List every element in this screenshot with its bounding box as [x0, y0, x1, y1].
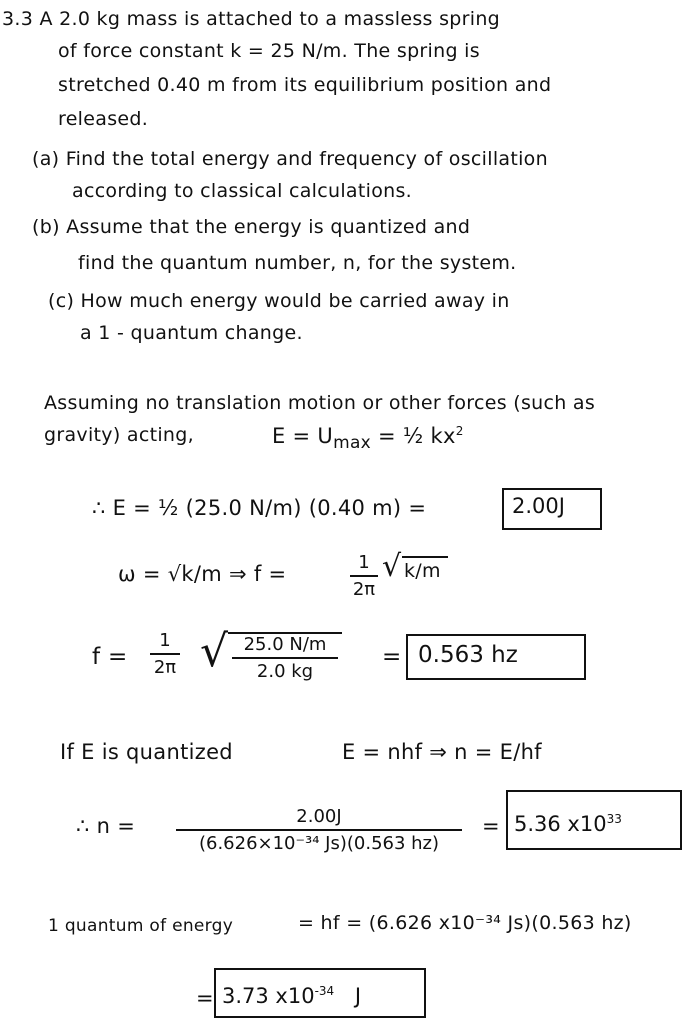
omega-frac-num: 1: [358, 552, 370, 573]
part-a-line-1: [32, 148, 548, 170]
part-b-text-1: Assume that the energy is quantized and: [66, 216, 471, 238]
assumption-line-1: Assuming no translation motion or other forces (such as: [44, 392, 596, 414]
f-root-num: 25.0 N/m: [243, 634, 327, 655]
part-b-line-1: [32, 216, 470, 238]
part-b-label: (b): [32, 216, 60, 238]
problem-text-1: A 2.0 kg mass is attached to a massless spring: [39, 8, 501, 30]
quantized-equation: E = nhf ⇒ n = E/hf: [342, 740, 542, 764]
energy-calc: ∴ E = ½ (25.0 N/m) (0.40 m) =: [92, 496, 427, 520]
f-result: 0.563 hz: [418, 642, 518, 668]
omega-root-bar: [402, 556, 448, 558]
omega-frac-den: 2π: [352, 579, 376, 600]
problem-number: 3.3: [2, 8, 34, 30]
assumption-line-2: gravity) acting,: [44, 424, 194, 446]
f-equals: =: [382, 644, 402, 670]
problem-line-3: stretched 0.40 m from its equilibrium position and: [58, 74, 552, 96]
one-quantum-equals: =: [196, 986, 214, 1010]
energy-eq-rhs: = ½ kx: [378, 424, 456, 448]
energy-eq-sub: max: [333, 433, 372, 454]
n-frac-den: (6.626×10⁻³⁴ Js)(0.563 hz): [198, 833, 440, 854]
quantized-condition: If E is quantized: [60, 740, 233, 764]
f-root-sign: √: [200, 626, 229, 677]
f-frac-num: 1: [159, 630, 171, 651]
one-quantum-unit: J: [354, 984, 362, 1008]
part-a-text-1: Find the total energy and frequency of oscillation: [65, 148, 548, 170]
one-quantum-equation: = hf = (6.626 x10⁻³⁴ Js)(0.563 hz): [298, 912, 632, 934]
part-c-label: (c): [48, 290, 75, 312]
n-result-exp: 33: [606, 812, 622, 826]
n-result-mantissa: 5.36 x10: [514, 812, 607, 836]
problem-line-2: of force constant k = 25 N/m. The spring is: [58, 40, 480, 62]
part-c-line-2: a 1 - quantum change.: [80, 322, 303, 344]
part-b-line-2: find the quantum number, n, for the system.: [78, 252, 517, 274]
one-quantum-label: 1 quantum of energy: [48, 916, 234, 936]
omega-root-content: k/m: [404, 560, 441, 582]
part-c-text-1: How much energy would be carried away in: [80, 290, 510, 312]
one-quantum-exp: -34: [314, 984, 335, 998]
energy-equation: [272, 424, 464, 453]
n-equals: =: [482, 814, 500, 838]
problem-line-1: [2, 8, 500, 30]
energy-eq-exp: 2: [455, 424, 464, 438]
omega-equation: ω = √k/m ⇒ f =: [118, 562, 287, 586]
problem-line-4: released.: [58, 108, 149, 130]
one-quantum-mantissa: 3.73 x10: [222, 984, 315, 1008]
part-a-label: (a): [32, 148, 60, 170]
n-result: [514, 812, 622, 836]
energy-result: 2.00J: [512, 494, 565, 518]
omega-fraction: [350, 552, 378, 600]
one-quantum-result: [222, 984, 361, 1008]
part-a-line-2: according to classical calculations.: [72, 180, 412, 202]
n-frac-num: 2.00J: [296, 806, 342, 827]
part-c-line-1: [48, 290, 510, 312]
f-root-fraction: [232, 634, 338, 682]
omega-root-sign: √: [382, 549, 402, 584]
n-fraction: [176, 806, 462, 854]
n-label: ∴ n =: [76, 814, 136, 838]
f-label: f =: [92, 644, 128, 670]
f-frac-den: 2π: [153, 657, 177, 678]
f-fraction: [150, 630, 180, 678]
f-root-den: 2.0 kg: [256, 661, 314, 682]
energy-eq-lhs: E = U: [272, 424, 334, 448]
